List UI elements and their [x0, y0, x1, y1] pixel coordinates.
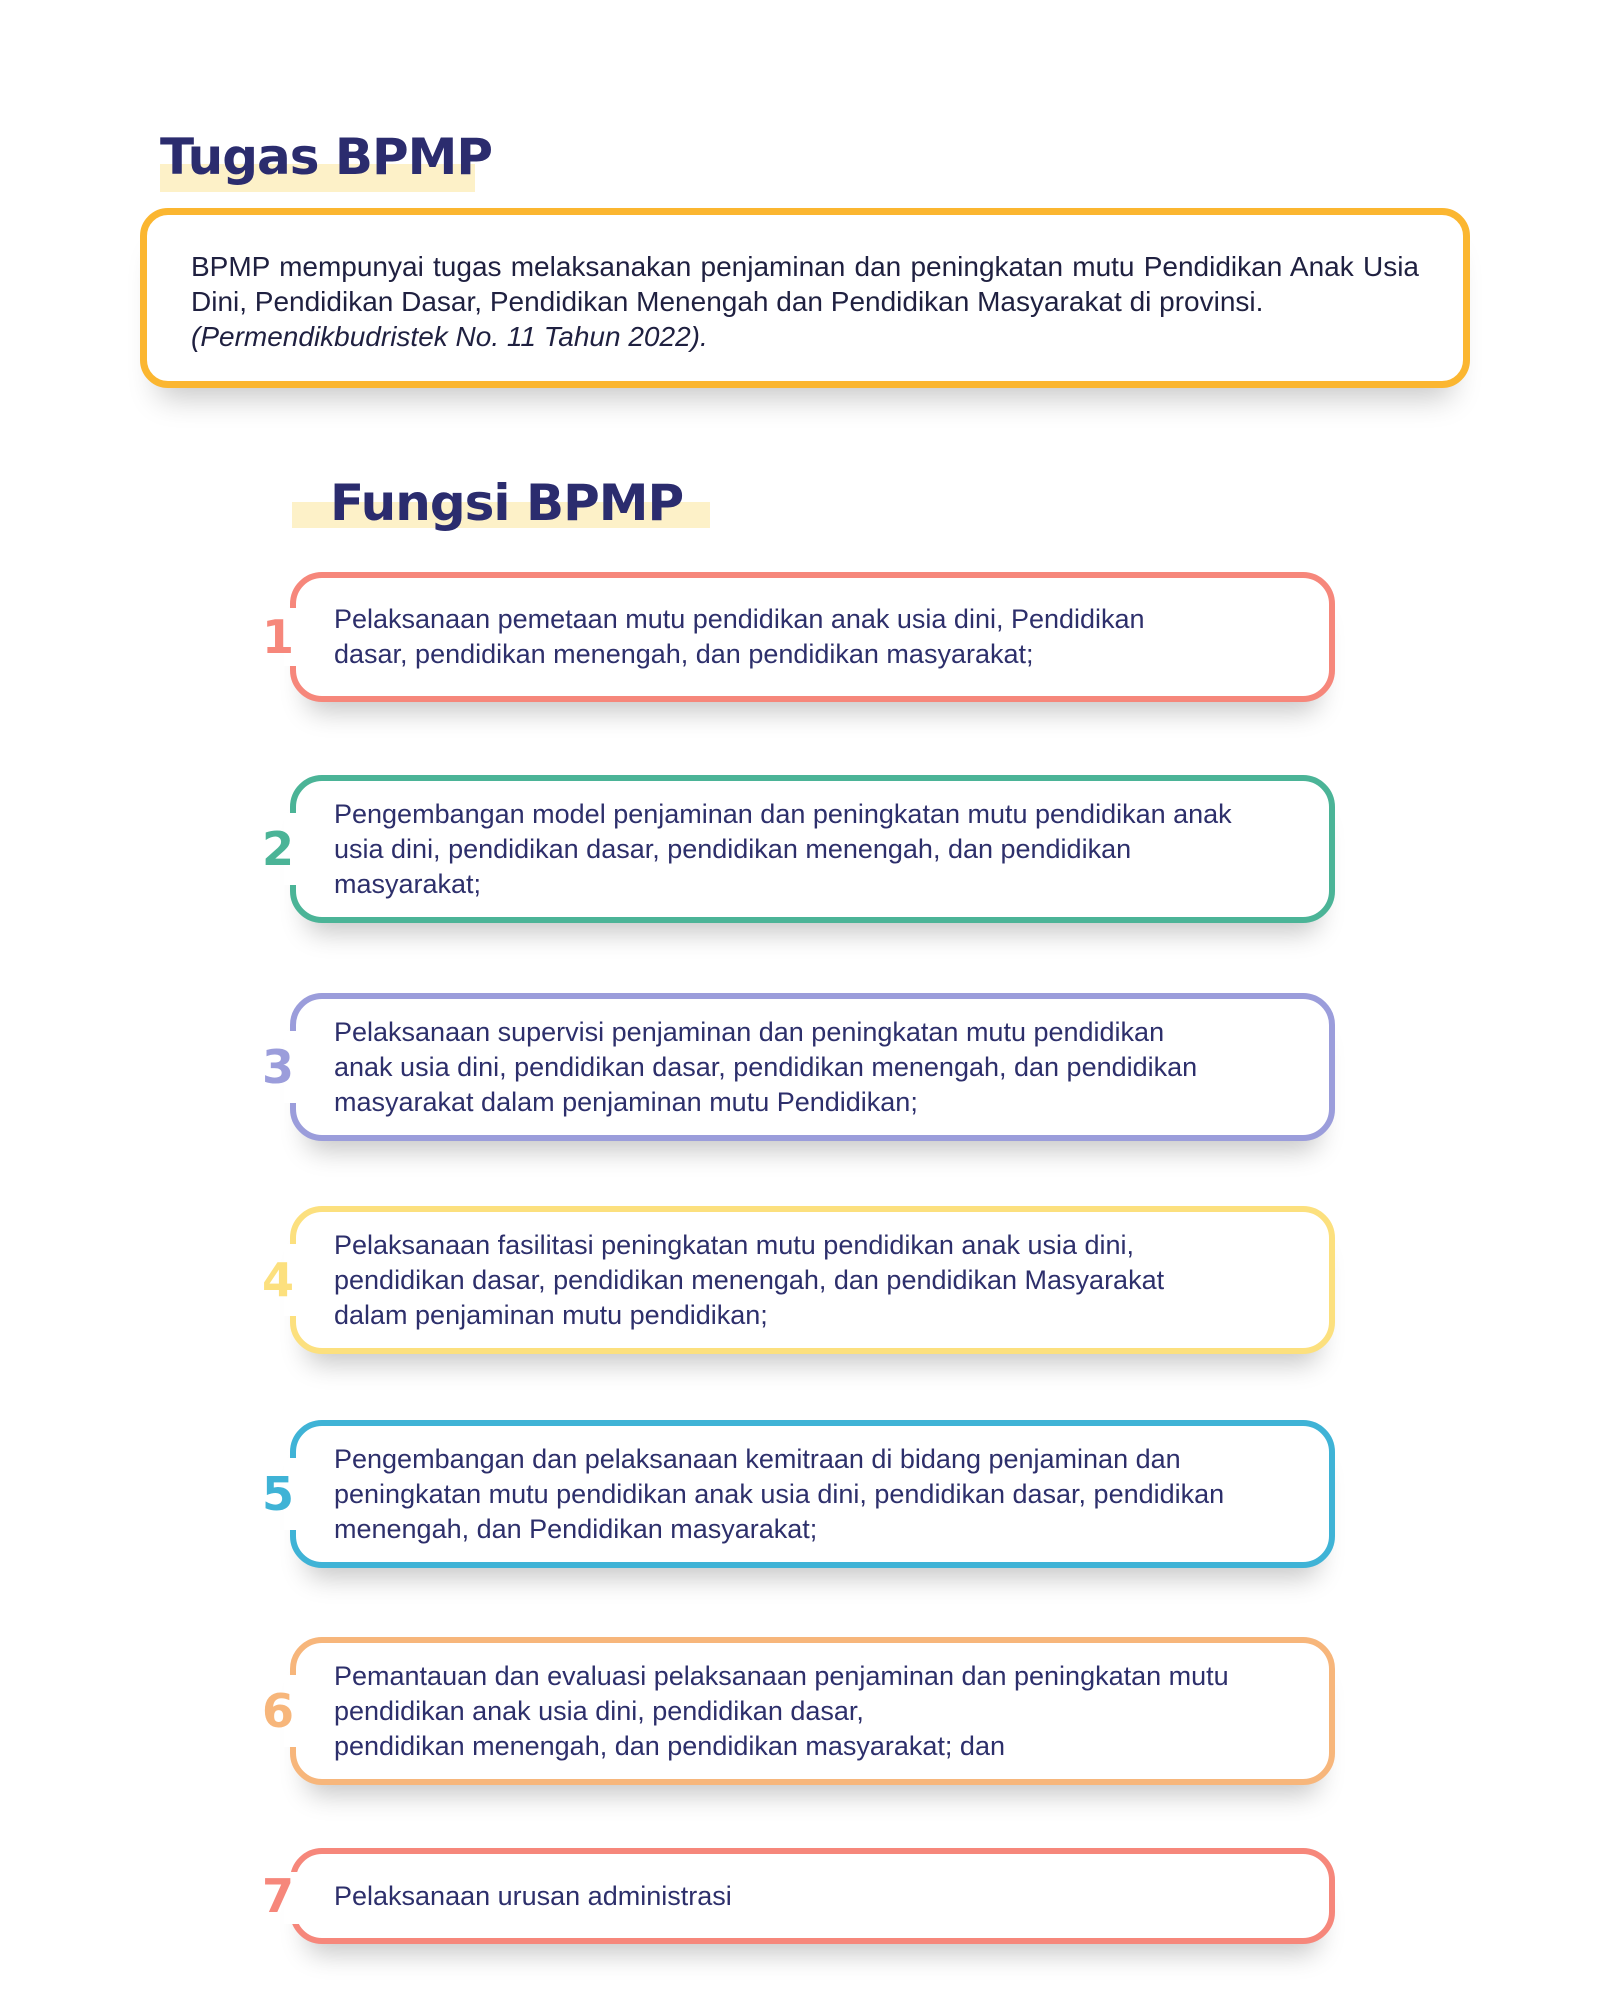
fungsi-item-text: Pengembangan model penjaminan dan peningkatan mutu pendidikan anak usia dini, pendidikan dasar, pendidikan menengah, dan pendidikan masyarakat; — [334, 798, 1232, 899]
fungsi-item-5 — [261, 1420, 1335, 1568]
fungsi-item-number: 4 — [261, 1253, 294, 1307]
fungsi-item-text: Pengembangan dan pelaksanaan kemitraan di bidang penjaminan dan peningkatan mutu pendidikan anak usia dini, pendidikan dasar, pendidikan menengah, dan Pendidikan masyarakat; — [334, 1443, 1225, 1544]
fungsi-item-7 — [261, 1848, 1335, 1944]
tugas-box — [140, 208, 1470, 388]
fungsi-item-number: 7 — [261, 1869, 294, 1923]
fungsi-item-2 — [261, 775, 1335, 923]
fungsi-item-text: Pelaksanaan urusan administrasi — [334, 1880, 732, 1911]
fungsi-item-text: Pemantauan dan evaluasi pelaksanaan penjaminan dan peningkatan mutu pendidikan anak usia dini, pendidikan dasar, pendidikan menengah, dan pendidikan masyarakat; dan — [334, 1660, 1229, 1761]
tugas-body: BPMP mempunyai tugas melaksanakan penjaminan dan peningkatan mutu Pendidikan Anak Usia Dini, Pendidikan Dasar, Pendidikan Menengah dan Pendidikan Masyarakat di provinsi. — [191, 251, 1419, 317]
fungsi-item-number: 2 — [261, 822, 294, 876]
fungsi-item-text: Pelaksanaan supervisi penjaminan dan peningkatan mutu pendidikan anak usia dini, pendidikan dasar, pendidikan menengah, dan pendidikan masyarakat dalam penjaminan mutu Pendidikan; — [334, 1016, 1198, 1117]
fungsi-heading-text: Fungsi BPMP — [330, 474, 684, 532]
fungsi-item-4 — [261, 1206, 1335, 1354]
fungsi-item-text: Pelaksanaan fasilitasi peningkatan mutu pendidikan anak usia dini, pendidikan dasar, pendidikan menengah, dan pendidikan Masyarakat dalam penjaminan mutu pendidikan; — [334, 1229, 1165, 1330]
fungsi-heading — [330, 468, 683, 538]
fungsi-item-1 — [261, 572, 1335, 702]
tugas-citation: (Permendikbudristek No. 11 Tahun 2022). — [191, 321, 708, 352]
tugas-heading-text: Tugas BPMP — [160, 128, 493, 186]
fungsi-item-number: 5 — [261, 1467, 294, 1521]
fungsi-item-number: 6 — [261, 1684, 294, 1738]
tugas-heading — [160, 122, 492, 192]
fungsi-item-number: 1 — [261, 610, 294, 664]
fungsi-item-text: Pelaksanaan pemetaan mutu pendidikan anak usia dini, Pendidikan dasar, pendidikan menengah, dan pendidikan masyarakat; — [334, 604, 1145, 669]
fungsi-item-6 — [261, 1637, 1335, 1785]
fungsi-item-3 — [261, 993, 1335, 1141]
fungsi-item-number: 3 — [261, 1040, 294, 1094]
